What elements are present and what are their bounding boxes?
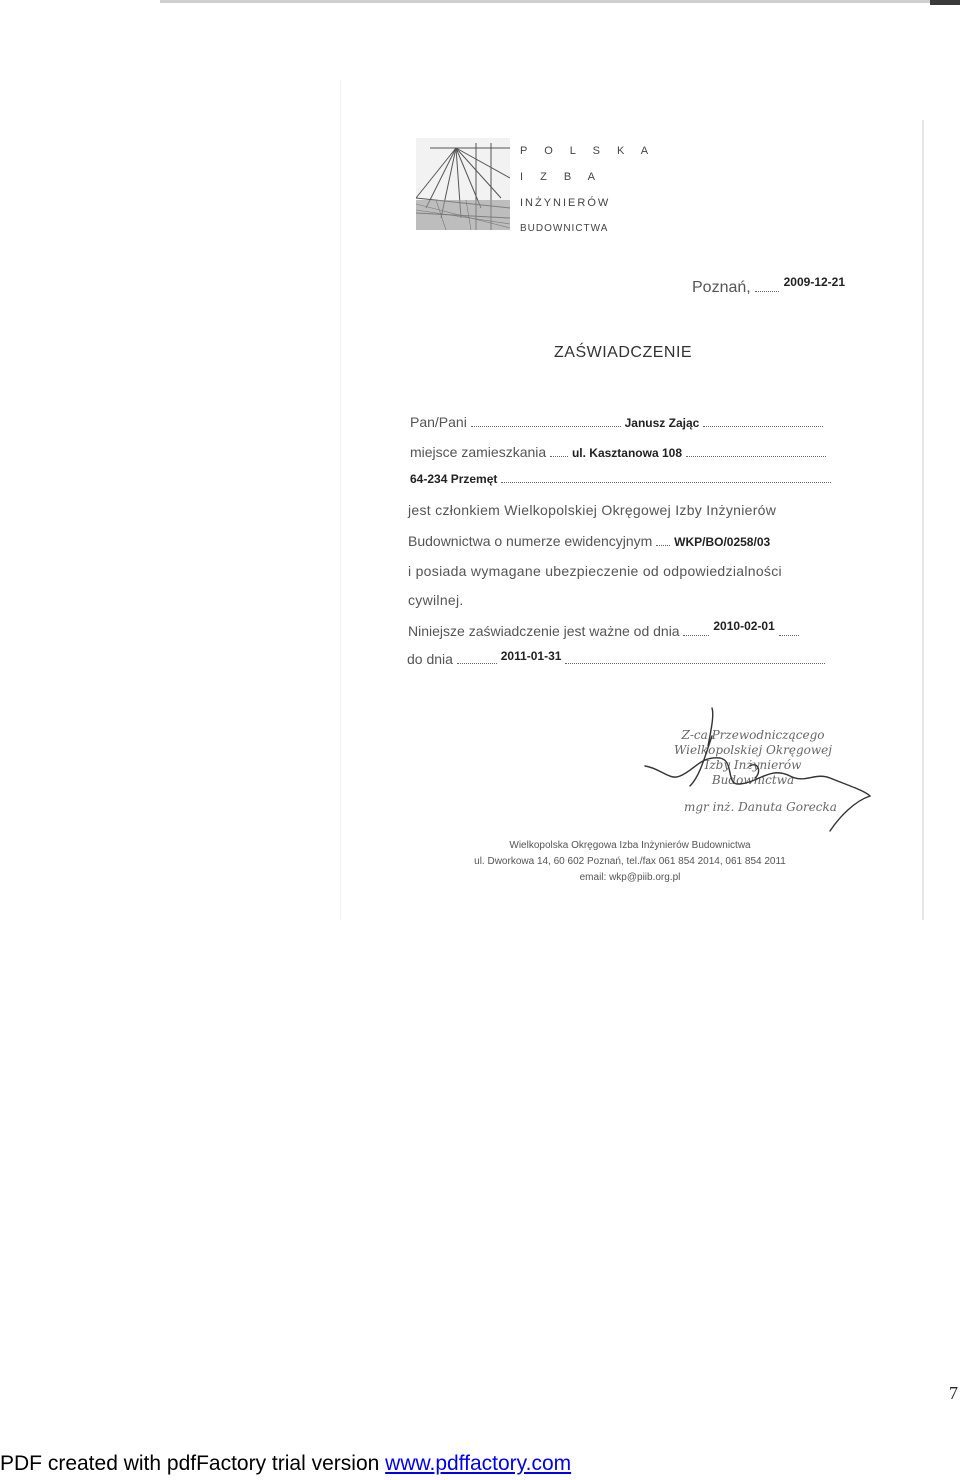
- valid-to-label: do dnia: [407, 651, 453, 667]
- name-row: [410, 414, 823, 430]
- issue-date: 2009-12-21: [783, 275, 846, 289]
- pdffactory-link[interactable]: www.pdffactory.com: [385, 1452, 572, 1475]
- dotted-line: [686, 455, 826, 457]
- scan-top-edge: [160, 0, 960, 3]
- place-date: [692, 275, 846, 297]
- valid-to-date: 2011-01-31: [500, 649, 562, 663]
- page-number: 7: [949, 1383, 958, 1403]
- insurance-line: i posiada wymagane ubezpieczenie od odpowiedzialności: [408, 563, 782, 579]
- valid-from-label: Niniejsze zaświadczenie jest ważne od dnia: [408, 623, 680, 639]
- name-label: Pan/Pani: [410, 414, 467, 430]
- residence-row: [410, 444, 826, 460]
- dotted-line: [471, 425, 621, 427]
- pdf-notice: [0, 1452, 571, 1476]
- logo-line-inzynierow: INŻYNIERÓW: [520, 197, 611, 209]
- dotted-line: [703, 425, 823, 427]
- residence-value-2: 64-234 Przemęt: [410, 472, 498, 486]
- piib-logo-icon: [416, 138, 510, 230]
- stamp-line-3: Izby Inżynierów Budownictwa: [704, 758, 802, 787]
- dotted-line: [565, 662, 825, 664]
- dotted-line: [683, 634, 709, 636]
- residence-label: miejsce zamieszkania: [410, 444, 547, 460]
- valid-from-row: [408, 619, 799, 639]
- name-value: Janusz Zając: [624, 416, 700, 430]
- dotted-line: [457, 662, 497, 664]
- logo-line-polska: P O L S K A: [520, 145, 656, 157]
- footer-address: ul. Dworkowa 14, 60 602 Poznań, tel./fax 061 854 2014, 061 854 2011: [474, 856, 786, 867]
- dotted-line: [501, 481, 831, 483]
- logo-line-izba: I Z B A: [520, 171, 603, 183]
- footer-email: email: wkp@piib.org.pl: [579, 872, 681, 883]
- number-row: [408, 533, 770, 549]
- scan-top-corner-mark: [930, 0, 960, 5]
- pdf-notice-text: PDF created with pdfFactory trial version: [0, 1452, 380, 1475]
- registration-number: WKP/BO/0258/03: [674, 535, 771, 549]
- insurance-line-2: cywilnej.: [408, 592, 464, 608]
- logo-line-budownictwa: BUDOWNICTWA: [520, 223, 609, 234]
- footer-org: Wielkopolska Okręgowa Izba Inżynierów Budownictwa: [509, 840, 751, 851]
- place-label: Poznań,: [692, 279, 751, 296]
- scan-left-edge: [340, 80, 341, 920]
- stamp-line-2: Wielkopolskiej Okręgowej: [674, 743, 832, 757]
- piib-logo-text: [520, 138, 655, 242]
- residence-row-2: [410, 470, 831, 486]
- stamp-signatory-name: mgr inż. Danuta Gorecka: [684, 800, 837, 814]
- scan-right-edge: [922, 120, 924, 920]
- dotted-line: [755, 290, 779, 292]
- stamp-line-1: Z-ca Przewodniczącego: [681, 728, 825, 742]
- valid-to-row: [407, 651, 825, 667]
- member-line: jest członkiem Wielkopolskiej Okręgowej Izby Inżynierów: [408, 502, 777, 518]
- number-label: Budownictwa o numerze ewidencyjnym: [408, 533, 653, 549]
- dotted-line: [779, 634, 799, 636]
- document-title: ZAŚWIADCZENIE: [554, 344, 693, 361]
- valid-from-date: 2010-02-01: [713, 619, 775, 633]
- letterhead-footer: [440, 838, 820, 886]
- residence-value: ul. Kasztanowa 108: [571, 446, 682, 460]
- dotted-line: [656, 544, 670, 546]
- dotted-line: [550, 455, 568, 457]
- handwritten-signature-icon: [640, 706, 880, 836]
